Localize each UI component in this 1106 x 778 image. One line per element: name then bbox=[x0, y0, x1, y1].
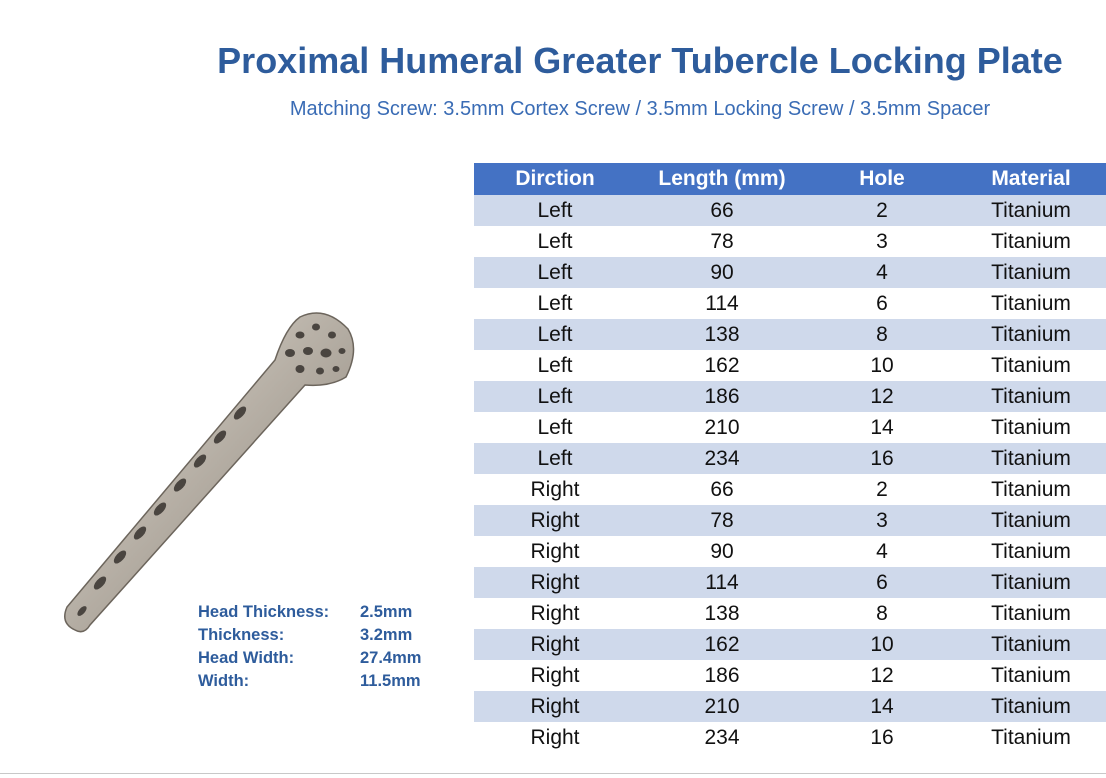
table-row bbox=[474, 567, 1106, 598]
cell-material: Titanium bbox=[956, 381, 1106, 412]
cell-hole: 14 bbox=[808, 412, 956, 443]
cell-direction: Right bbox=[474, 722, 636, 753]
cell-hole: 14 bbox=[808, 691, 956, 722]
cell-material: Titanium bbox=[956, 505, 1106, 536]
cell-length: 90 bbox=[636, 536, 808, 567]
spec-label: Head Width: bbox=[198, 649, 295, 667]
footer-divider bbox=[0, 773, 1106, 774]
cell-direction: Right bbox=[474, 536, 636, 567]
table-row bbox=[474, 195, 1106, 226]
spec-head-width bbox=[198, 647, 421, 670]
cell-hole: 4 bbox=[808, 257, 956, 288]
table-row bbox=[474, 226, 1106, 257]
cell-hole: 8 bbox=[808, 319, 956, 350]
cell-direction: Left bbox=[474, 319, 636, 350]
table-row bbox=[474, 722, 1106, 753]
cell-length: 66 bbox=[636, 474, 808, 505]
table-row bbox=[474, 536, 1106, 567]
cell-length: 186 bbox=[636, 381, 808, 412]
plate-dimensions bbox=[198, 601, 421, 693]
column-header-length: Length (mm) bbox=[636, 163, 808, 195]
spec-width bbox=[198, 670, 421, 693]
cell-material: Titanium bbox=[956, 195, 1106, 226]
spec-label: Width: bbox=[198, 672, 250, 690]
cell-hole: 2 bbox=[808, 474, 956, 505]
cell-material: Titanium bbox=[956, 567, 1106, 598]
column-header-direction: Dirction bbox=[474, 163, 636, 195]
cell-length: 210 bbox=[636, 412, 808, 443]
cell-material: Titanium bbox=[956, 412, 1106, 443]
cell-material: Titanium bbox=[956, 536, 1106, 567]
spec-head-thickness bbox=[198, 601, 421, 624]
cell-direction: Left bbox=[474, 443, 636, 474]
cell-direction: Right bbox=[474, 474, 636, 505]
cell-length: 66 bbox=[636, 195, 808, 226]
cell-length: 138 bbox=[636, 319, 808, 350]
table-row bbox=[474, 257, 1106, 288]
cell-direction: Left bbox=[474, 350, 636, 381]
table-row bbox=[474, 691, 1106, 722]
cell-direction: Left bbox=[474, 257, 636, 288]
cell-material: Titanium bbox=[956, 691, 1106, 722]
spec-value: 11.5mm bbox=[360, 672, 421, 690]
cell-hole: 6 bbox=[808, 288, 956, 319]
cell-hole: 4 bbox=[808, 536, 956, 567]
cell-direction: Left bbox=[474, 412, 636, 443]
cell-length: 138 bbox=[636, 598, 808, 629]
cell-length: 114 bbox=[636, 288, 808, 319]
table-row bbox=[474, 381, 1106, 412]
cell-material: Titanium bbox=[956, 288, 1106, 319]
table-row bbox=[474, 598, 1106, 629]
cell-material: Titanium bbox=[956, 257, 1106, 288]
cell-hole: 12 bbox=[808, 660, 956, 691]
cell-direction: Right bbox=[474, 691, 636, 722]
cell-material: Titanium bbox=[956, 443, 1106, 474]
column-header-hole: Hole bbox=[808, 163, 956, 195]
cell-length: 186 bbox=[636, 660, 808, 691]
table-header-row bbox=[474, 163, 1106, 195]
cell-material: Titanium bbox=[956, 660, 1106, 691]
cell-hole: 6 bbox=[808, 567, 956, 598]
table-row bbox=[474, 629, 1106, 660]
cell-direction: Left bbox=[474, 195, 636, 226]
cell-length: 78 bbox=[636, 226, 808, 257]
spec-label: Thickness: bbox=[198, 626, 285, 644]
cell-hole: 3 bbox=[808, 226, 956, 257]
locking-plate-image bbox=[50, 305, 370, 645]
cell-hole: 8 bbox=[808, 598, 956, 629]
cell-hole: 16 bbox=[808, 443, 956, 474]
table-row bbox=[474, 660, 1106, 691]
table-row bbox=[474, 288, 1106, 319]
cell-material: Titanium bbox=[956, 722, 1106, 753]
cell-hole: 16 bbox=[808, 722, 956, 753]
cell-material: Titanium bbox=[956, 598, 1106, 629]
cell-direction: Right bbox=[474, 660, 636, 691]
cell-material: Titanium bbox=[956, 319, 1106, 350]
cell-hole: 10 bbox=[808, 629, 956, 660]
cell-length: 114 bbox=[636, 567, 808, 598]
plate-spec-table bbox=[474, 163, 1106, 753]
cell-hole: 10 bbox=[808, 350, 956, 381]
spec-value: 2.5mm bbox=[360, 603, 413, 621]
table-row bbox=[474, 350, 1106, 381]
table-row bbox=[474, 412, 1106, 443]
cell-material: Titanium bbox=[956, 474, 1106, 505]
cell-length: 210 bbox=[636, 691, 808, 722]
table-row bbox=[474, 319, 1106, 350]
table-row bbox=[474, 474, 1106, 505]
cell-length: 78 bbox=[636, 505, 808, 536]
cell-length: 162 bbox=[636, 629, 808, 660]
cell-hole: 2 bbox=[808, 195, 956, 226]
cell-direction: Right bbox=[474, 567, 636, 598]
column-header-material: Material bbox=[956, 163, 1106, 195]
page-subtitle: Matching Screw: 3.5mm Cortex Screw / 3.5mm Locking Screw / 3.5mm Spacer bbox=[289, 98, 991, 120]
cell-length: 234 bbox=[636, 443, 808, 474]
cell-length: 162 bbox=[636, 350, 808, 381]
cell-direction: Left bbox=[474, 381, 636, 412]
cell-material: Titanium bbox=[956, 226, 1106, 257]
cell-direction: Right bbox=[474, 629, 636, 660]
cell-direction: Left bbox=[474, 288, 636, 319]
page-title: Proximal Humeral Greater Tubercle Locking Plate bbox=[217, 40, 1063, 81]
table-row bbox=[474, 443, 1106, 474]
cell-direction: Right bbox=[474, 598, 636, 629]
cell-length: 90 bbox=[636, 257, 808, 288]
spec-label: Head Thickness: bbox=[198, 603, 330, 621]
cell-material: Titanium bbox=[956, 350, 1106, 381]
cell-length: 234 bbox=[636, 722, 808, 753]
cell-direction: Left bbox=[474, 226, 636, 257]
cell-direction: Right bbox=[474, 505, 636, 536]
spec-value: 27.4mm bbox=[360, 649, 422, 667]
spec-value: 3.2mm bbox=[360, 626, 413, 644]
cell-hole: 12 bbox=[808, 381, 956, 412]
cell-hole: 3 bbox=[808, 505, 956, 536]
spec-thickness bbox=[198, 624, 421, 647]
cell-material: Titanium bbox=[956, 629, 1106, 660]
table-row bbox=[474, 505, 1106, 536]
